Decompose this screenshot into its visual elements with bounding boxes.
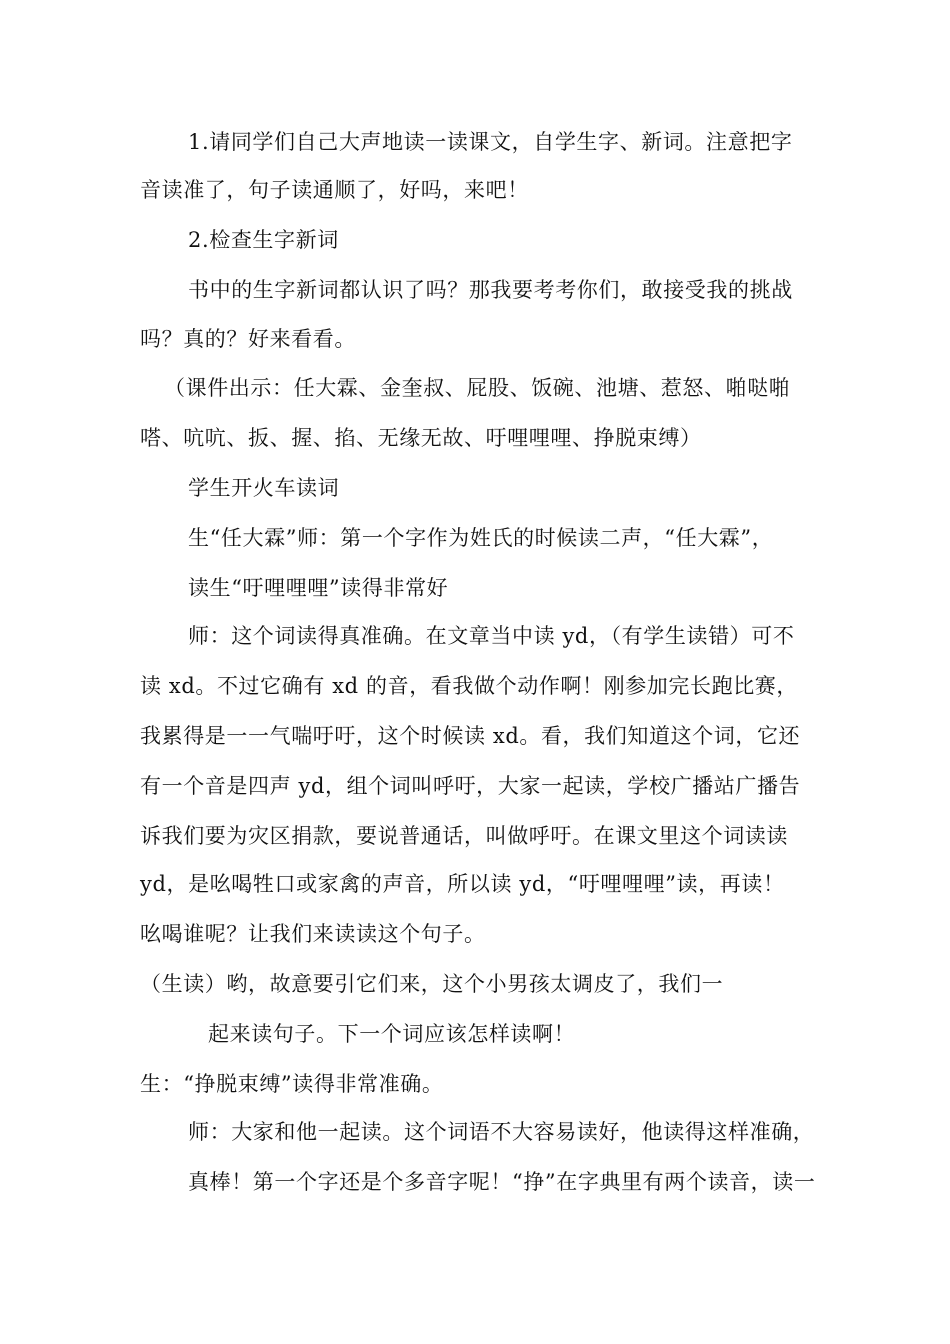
text-line: 我累得是一一气喘吁吁，这个时候读 xd。看，我们知道这个词，它还 [140,724,801,748]
text-line: 吆喝谁呢？让我们来读读这个句子。 [140,922,486,946]
text-line: yd，是吆喝牲口或家禽的声音，所以读 yd，“吁哩哩哩”读，再读！ [140,872,785,896]
text-line: 起来读句子。下一个词应该怎样读啊！ [208,1022,576,1046]
text-line: 2.检查生字新词 [188,228,339,252]
text-line: 有一个音是四声 yd，组个词叫呼吁，大家一起读，学校广播站广播告 [140,774,801,798]
text-line: 书中的生字新词都认识了吗？那我要考考你们，敢接受我的挑战 [188,278,793,302]
text-line: （课件出示：任大霖、金奎叔、屁股、饭碗、池塘、惹怒、啪哒啪 [164,376,791,400]
text-line: （生读）哟，故意要引它们来，这个小男孩太调皮了，我们一 [140,972,724,996]
text-line: 1.请同学们自己大声地读一读课文，自学生字、新词。注意把字 [188,130,793,154]
text-line: 真棒！第一个字还是个多音字呢！“挣”在字典里有两个读音，读一 [188,1170,816,1194]
text-line: 学生开火车读词 [188,476,340,500]
text-line: 诉我们要为灾区捐款，要说普通话，叫做呼吁。在课文里这个词读读 [140,824,788,848]
text-line: 读生“吁哩哩哩”读得非常好 [188,576,449,600]
text-line: 嗒、吭吭、扳、握、掐、无缘无故、吁哩哩哩、挣脱束缚） [140,426,702,450]
text-line: 师：这个词读得真准确。在文章当中读 yd，（有学生读错）可不 [188,624,795,648]
text-line: 生：“挣脱束缚”读得非常准确。 [140,1072,444,1096]
text-line: 读 xd。不过它确有 xd 的音，看我做个动作啊！刚参加完长跑比赛， [140,674,798,698]
text-line: 吗？真的？好来看看。 [140,327,356,351]
text-line: 生“任大霖”师：第一个字作为姓氏的时候读二声，“任大霖”， [188,526,774,550]
text-line: 师：大家和他一起读。这个词语不大容易读好，他读得这样准确， [188,1120,815,1144]
text-line: 音读准了，句子读通顺了，好吗，来吧！ [140,178,529,202]
